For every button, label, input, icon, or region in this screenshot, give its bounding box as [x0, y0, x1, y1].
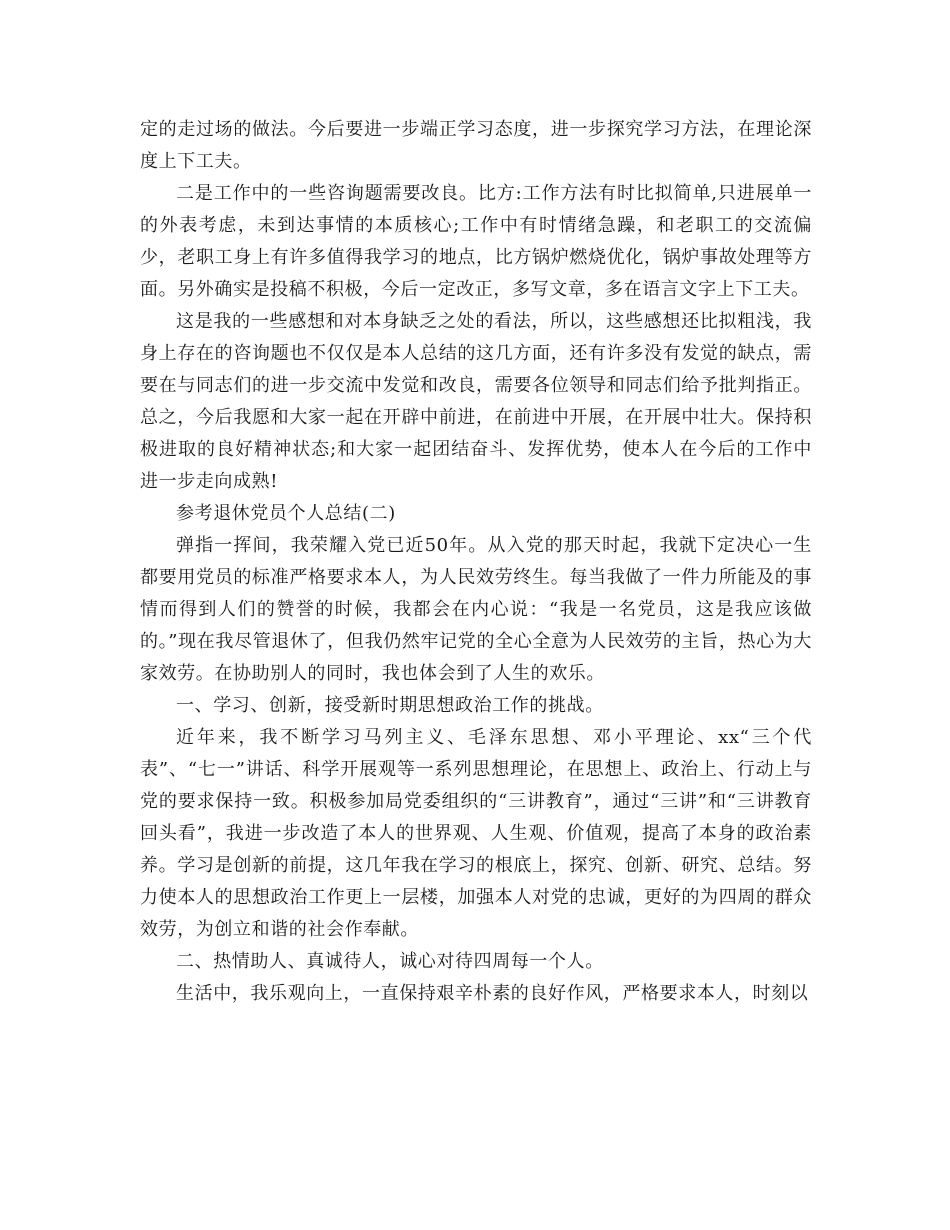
heading-helping-others: 二、热情助人、真诚待人，诚心对待四周每一个人。 [176, 951, 604, 972]
paragraph-daily-life: 生活中，我乐观向上，一直保持艰辛朴素的良好作风，严格要求本人，时刻以 [176, 983, 809, 1004]
paragraph-continuation: 定的走过场的做法。今后要进一步端正学习态度，进一步探究学习方法，在理论深度上下工夫。 [140, 119, 812, 172]
section-heading-summary-two: 参考退休党员个人总结(二) [176, 503, 396, 524]
document-body [140, 114, 812, 1010]
paragraph-work-issues: 二是工作中的一些咨询题需要改良。比方:工作方法有时比拟简单,只进展单一的外表考虑，未到达事情的本质核心;工作中有时情绪急躁，和老职工的交流偏少，老职工身上有许多值得我学习的地点，比方锅炉燃烧优化，锅炉事故处理等方面。另外确实是投稿不积极，今后一定改正，多写文章，多在语言文字上下工夫。 [140, 183, 812, 300]
paragraph-self-reflection: 这是我的一些感想和对本身缺乏之处的看法，所以，这些感想还比拟粗浅，我身上存在的咨询题也不仅仅是本人总结的这几方面，还有许多没有发觉的缺点，需要在与同志们的进一步交流中发觉和改良，需要各位领导和同志们给予批判指正。总之，今后我愿和大家一起在开辟中前进，在前进中开展，在开展中壮大。保持积极进取的良好精神状态;和大家一起团结奋斗、发挥优势，使本人在今后的工作中进一步走向成熟! [140, 311, 812, 492]
heading-study-innovation: 一、学习、创新，接受新时期思想政治工作的挑战。 [176, 695, 604, 716]
paragraph-study-theory: 近年来，我不断学习马列主义、毛泽东思想、邓小平理论、xx“三个代表”、“七一”讲话、科学开展观等一系列思想理论，在思想上、政治上、行动上与党的要求保持一致。积极参加局党委组织的“三讲教育”，通过“三讲”和“三讲教育回头看”，我进一步改造了本人的世界观、人生观、价值观，提高了本身的政治素养。学习是创新的前提，这几年我在学习的根底上，探究、创新、研究、总结。努力使本人的思想政治工作更上一层楼，加强本人对党的忠诚，更好的为四周的群众效劳，为创立和谐的社会作奉献。 [140, 727, 812, 940]
paragraph-party-membership: 弹指一挥间，我荣耀入党已近50年。从入党的那天时起，我就下定决心一生都要用党员的标准严格要求本人，为人民效劳终生。每当我做了一件力所能及的事情而得到人们的赞誉的时候，我都会在内心说：“我是一名党员，这是我应该做的。”现在我尽管退休了，但我仍然牢记党的全心全意为人民效劳的主旨，热心为大家效劳。在协助别人的同时，我也体会到了人生的欢乐。 [140, 535, 812, 684]
